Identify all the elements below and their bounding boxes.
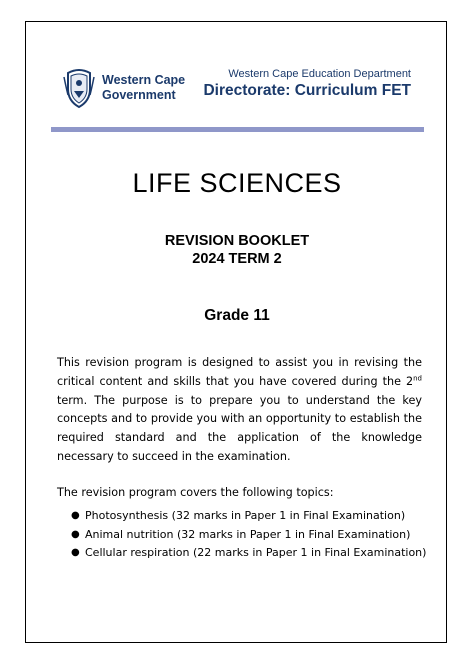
list-item [57, 507, 426, 526]
government-name-line1: Western Cape [102, 73, 186, 87]
list-item [57, 526, 426, 545]
subtitle-line2: 2024 TERM 2 [192, 251, 282, 267]
directorate-name: Directorate: Curriculum FET [203, 82, 411, 99]
department-heading [203, 67, 411, 100]
coat-of-arms-logo [62, 67, 96, 109]
intro-superscript: nd [413, 374, 422, 383]
topic-text: Animal nutrition (32 marks in Paper 1 in Final Examination) [85, 527, 411, 541]
topics-intro: The revision program covers the following topics: [57, 486, 334, 499]
intro-text-part2: term. The purpose is to prepare you to understand the key concepts and to provide you with an opportunity to establish the required standard and the application of the knowledge necessary to succeed in the examination. [57, 393, 422, 463]
grade-label: Grade 11 [204, 307, 270, 324]
intro-text-part1: This revision program is designed to assist you in revising the critical content and skills that you have covered during the 2 [57, 356, 422, 388]
list-item [57, 544, 426, 563]
government-name [102, 73, 185, 103]
header-divider [51, 127, 424, 132]
department-name: Western Cape Education Department [228, 68, 411, 80]
bullet-icon: ● [71, 510, 80, 521]
bullet-icon: ● [71, 547, 80, 559]
bullet-icon: ● [71, 528, 80, 540]
subtitle-line1: REVISION BOOKLET [164, 233, 310, 249]
document-title: LIFE SCIENCES [132, 168, 342, 198]
intro-paragraph [57, 354, 422, 467]
topic-text: Photosynthesis (32 marks in Paper 1 in Final Examination) [85, 509, 406, 522]
topics-list [57, 507, 426, 563]
topic-text: Cellular respiration (22 marks in Paper 1 in Final Examination) [85, 546, 427, 560]
government-name-line2: Government [102, 88, 176, 102]
document-subtitle [0, 232, 474, 268]
